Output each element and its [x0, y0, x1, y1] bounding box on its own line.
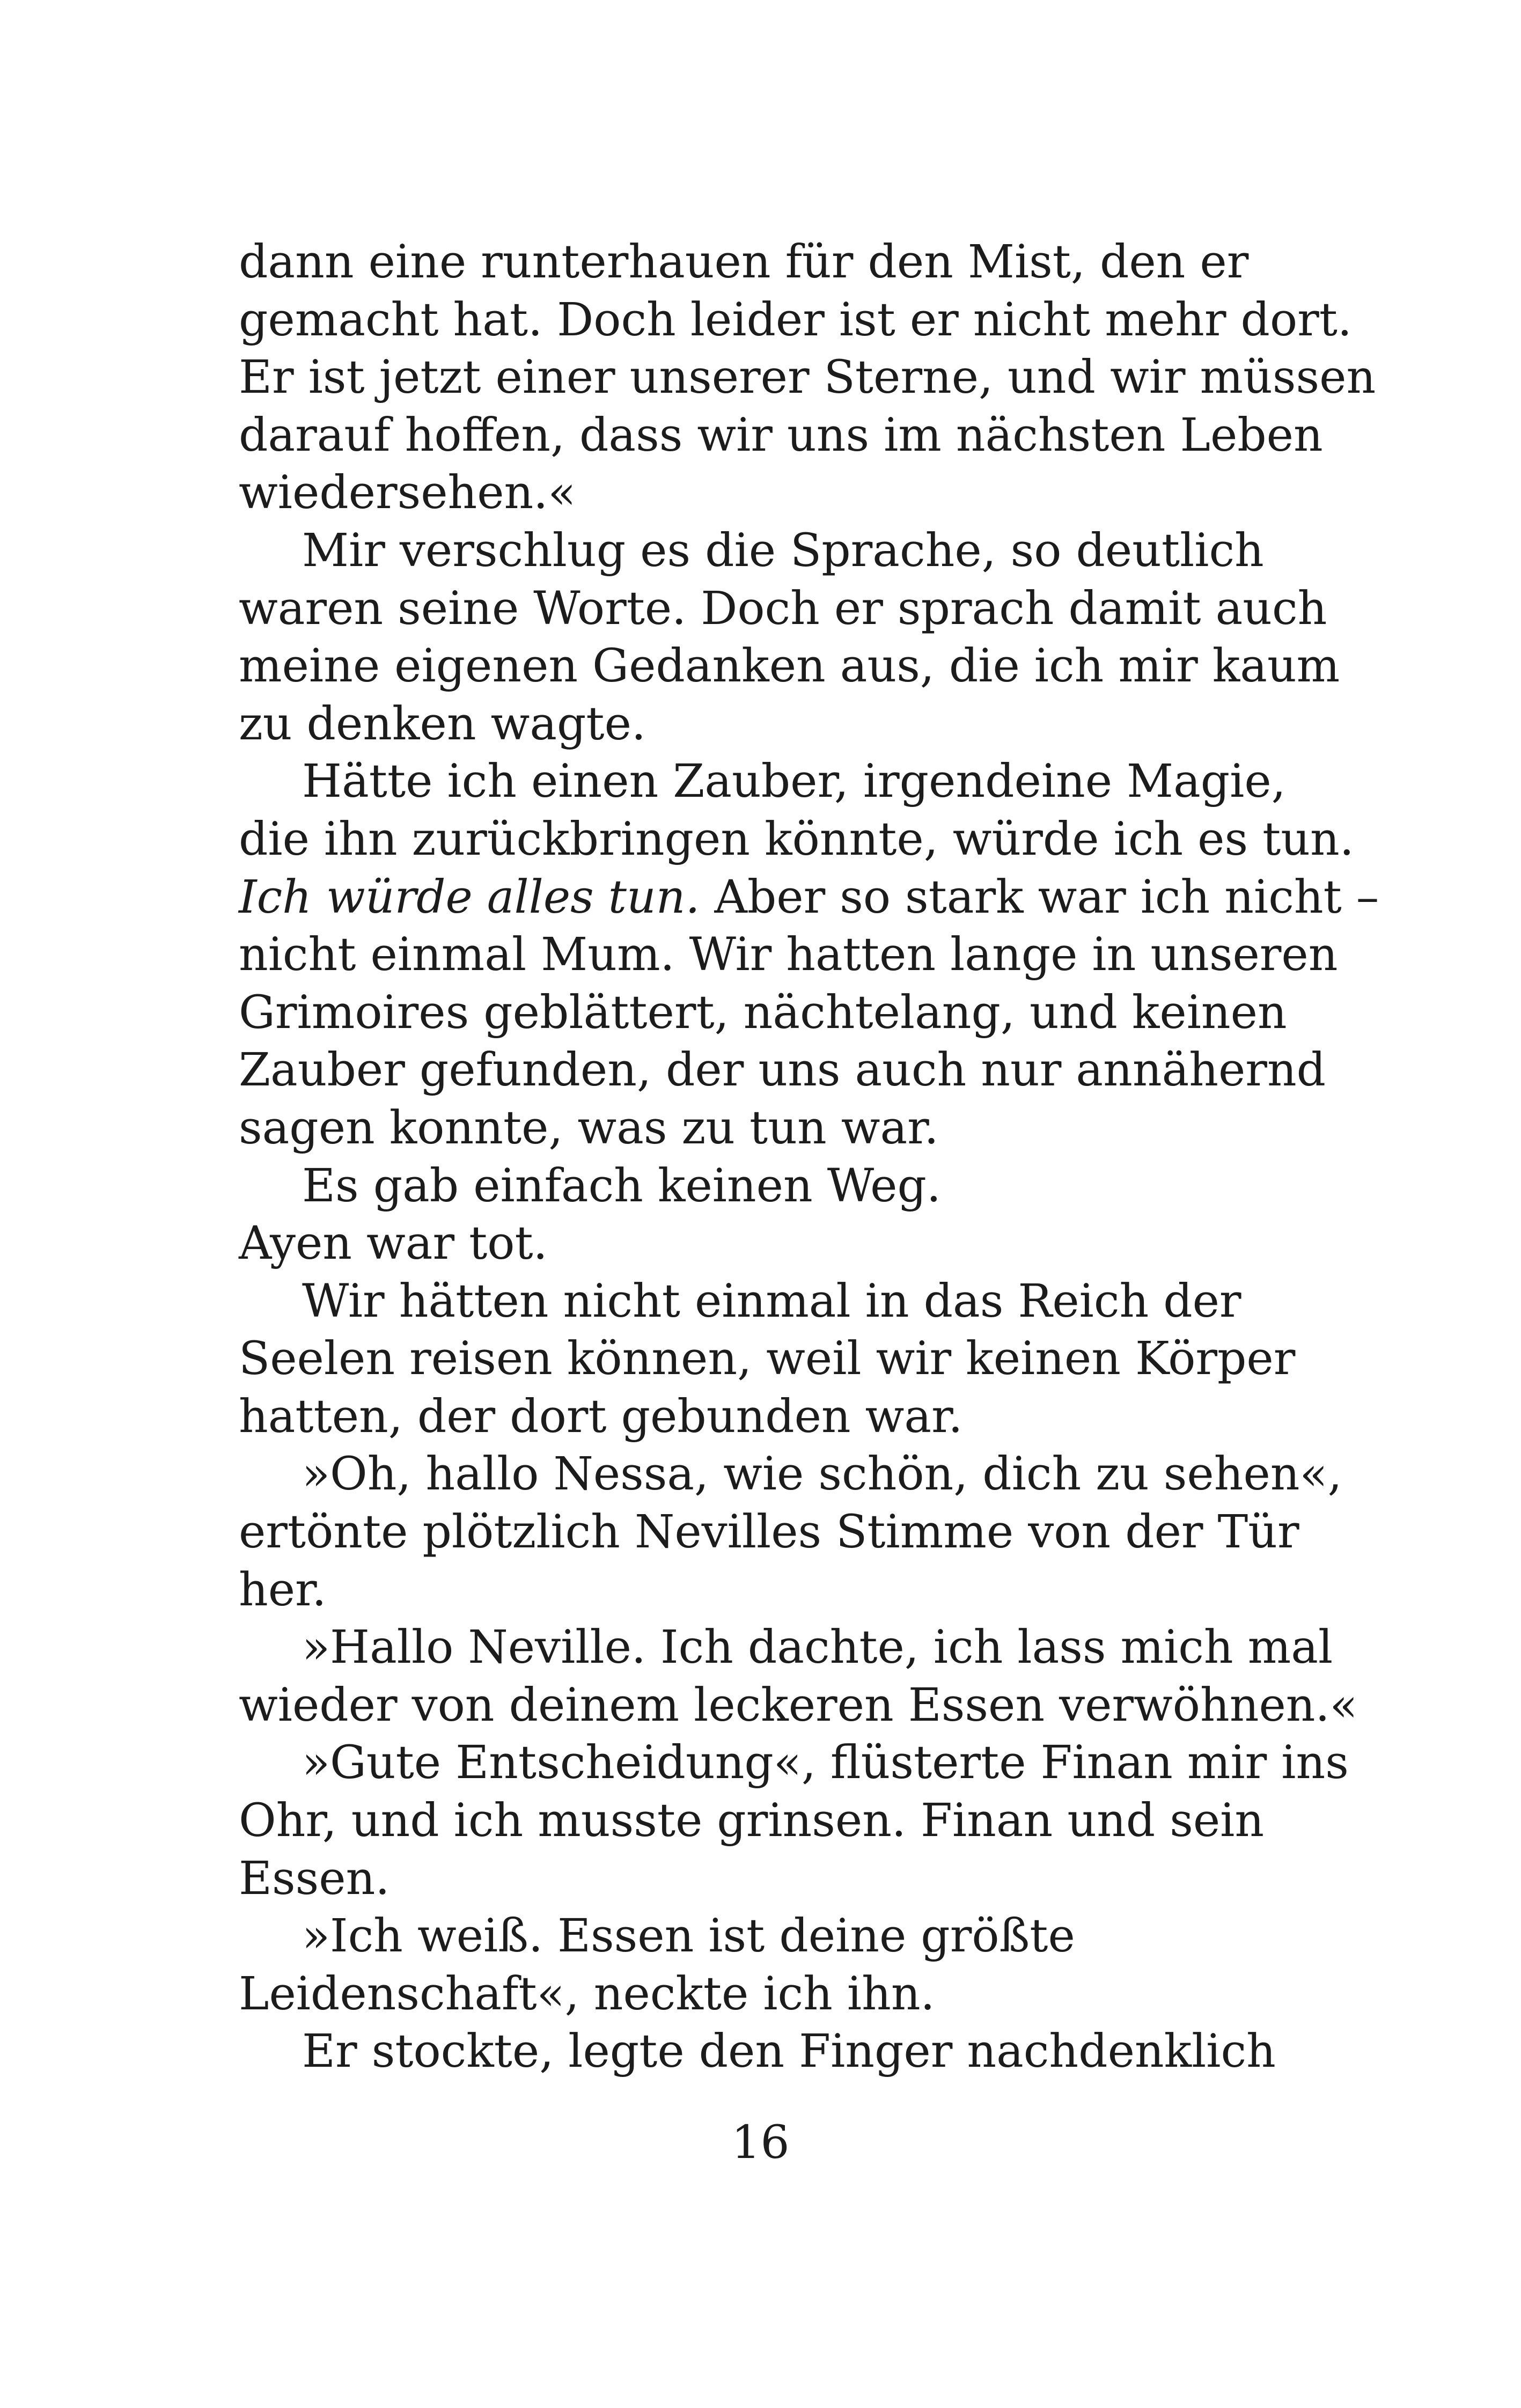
body-text: [239, 233, 1379, 2081]
text-line: meine eigenen Gedanken aus, die ich mir kaum: [239, 640, 1340, 693]
text-line: Ohr, und ich musste grinsen. Finan und sein: [239, 1794, 1265, 1848]
text-line: Hätte ich einen Zauber, irgendeine Magie,: [302, 755, 1286, 809]
italic-phrase: Ich würde alles tun.: [239, 870, 700, 924]
text-line: Seelen reisen können, weil wir keinen Körper: [239, 1332, 1296, 1386]
text-line: Essen.: [239, 1852, 390, 1905]
text-line: waren seine Worte. Doch er sprach damit auch: [239, 582, 1327, 635]
page-number: 16: [731, 2116, 790, 2169]
text-line: »Gute Entscheidung«, flüsterte Finan mir ins: [302, 1736, 1349, 1790]
text-line: zu denken wagte.: [239, 697, 646, 751]
text-line: wieder von deinem leckeren Essen verwöhnen.«: [239, 1678, 1358, 1732]
line-remainder: Aber so stark war ich nicht –: [700, 870, 1379, 924]
text-line: Leidenschaft«, neckte ich ihn.: [239, 1967, 935, 2021]
text-line: Ayen war tot.: [239, 1217, 548, 1271]
text-line: sagen konnte, was zu tun war.: [239, 1101, 939, 1155]
text-line: »Ich weiß. Essen ist deine größte: [302, 1910, 1075, 1963]
text-line: Er stockte, legte den Finger nachdenklich: [302, 2025, 1276, 2079]
text-line: her.: [239, 1563, 327, 1617]
text-line: »Hallo Neville. Ich dachte, ich lass mich mal: [302, 1621, 1333, 1675]
text-line: Grimoires geblättert, nächtelang, und keinen: [239, 986, 1287, 1039]
text-line: [239, 869, 1379, 927]
text-line: Wir hätten nicht einmal in das Reich der: [302, 1274, 1241, 1328]
text-line: Er ist jetzt einer unserer Sterne, und wir müssen: [239, 351, 1376, 405]
text-line: ertönte plötzlich Nevilles Stimme von der Tür: [239, 1506, 1299, 1559]
text-line: »Oh, hallo Nessa, wie schön, dich zu sehen«,: [302, 1448, 1342, 1501]
text-line: Mir verschlug es die Sprache, so deutlich: [302, 524, 1264, 577]
text-line: darauf hoffen, dass wir uns im nächsten Leben: [239, 408, 1323, 462]
text-line: nicht einmal Mum. Wir hatten lange in unseren: [239, 928, 1338, 982]
text-line: Es gab einfach keinen Weg.: [302, 1159, 941, 1213]
text-line: wiedersehen.«: [239, 466, 576, 520]
text-line: Zauber gefunden, der uns auch nur annähernd: [239, 1044, 1326, 1097]
text-line: die ihn zurückbringen könnte, würde ich es tun.: [239, 812, 1354, 866]
text-line: hatten, der dort gebunden war.: [239, 1390, 963, 1443]
text-line: dann eine runterhauen für den Mist, den er: [239, 236, 1249, 289]
text-line: gemacht hat. Doch leider ist er nicht mehr dort.: [239, 293, 1352, 347]
